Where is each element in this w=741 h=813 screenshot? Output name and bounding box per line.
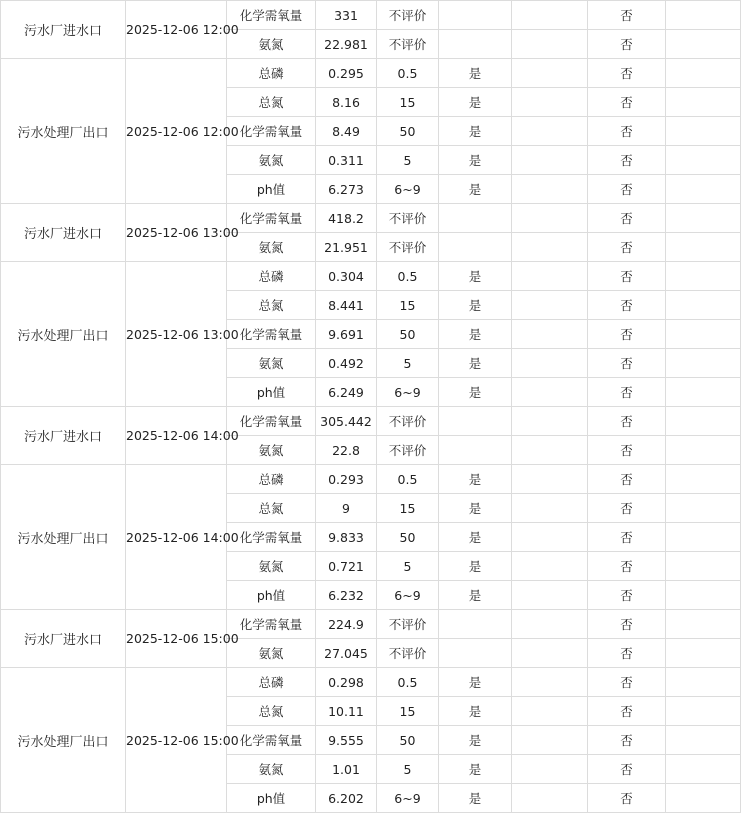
exceed-cell: 否 bbox=[588, 1, 666, 30]
indicator-cell: ph值 bbox=[227, 175, 316, 204]
compliant-cell: 是 bbox=[439, 552, 512, 581]
empty-cell bbox=[512, 378, 588, 407]
empty-cell bbox=[512, 436, 588, 465]
indicator-cell: 化学需氧量 bbox=[227, 320, 316, 349]
compliant-cell: 是 bbox=[439, 581, 512, 610]
compliant-cell: 是 bbox=[439, 59, 512, 88]
empty-cell bbox=[666, 494, 741, 523]
standard-cell: 0.5 bbox=[377, 59, 439, 88]
value-cell: 0.298 bbox=[316, 668, 377, 697]
location-cell: 污水处理厂出口 bbox=[1, 262, 126, 407]
compliant-cell bbox=[439, 610, 512, 639]
location-cell: 污水厂进水口 bbox=[1, 1, 126, 59]
empty-cell bbox=[666, 581, 741, 610]
empty-cell bbox=[666, 59, 741, 88]
empty-cell bbox=[666, 1, 741, 30]
empty-cell bbox=[666, 146, 741, 175]
empty-cell bbox=[512, 755, 588, 784]
standard-cell: 15 bbox=[377, 697, 439, 726]
empty-cell bbox=[666, 378, 741, 407]
standard-cell: 5 bbox=[377, 349, 439, 378]
value-cell: 0.304 bbox=[316, 262, 377, 291]
indicator-cell: 化学需氧量 bbox=[227, 407, 316, 436]
exceed-cell: 否 bbox=[588, 436, 666, 465]
empty-cell bbox=[512, 668, 588, 697]
standard-cell: 5 bbox=[377, 552, 439, 581]
empty-cell bbox=[666, 30, 741, 59]
exceed-cell: 否 bbox=[588, 204, 666, 233]
exceed-cell: 否 bbox=[588, 175, 666, 204]
value-cell: 1.01 bbox=[316, 755, 377, 784]
compliant-cell bbox=[439, 436, 512, 465]
compliant-cell bbox=[439, 407, 512, 436]
value-cell: 0.721 bbox=[316, 552, 377, 581]
table-row bbox=[1, 1, 741, 30]
compliant-cell: 是 bbox=[439, 494, 512, 523]
exceed-cell: 否 bbox=[588, 59, 666, 88]
value-cell: 331 bbox=[316, 1, 377, 30]
compliant-cell: 是 bbox=[439, 465, 512, 494]
compliant-cell bbox=[439, 233, 512, 262]
compliant-cell: 是 bbox=[439, 784, 512, 813]
empty-cell bbox=[666, 639, 741, 668]
exceed-cell: 否 bbox=[588, 117, 666, 146]
empty-cell bbox=[666, 697, 741, 726]
value-cell: 0.492 bbox=[316, 349, 377, 378]
standard-cell: 50 bbox=[377, 523, 439, 552]
empty-cell bbox=[666, 465, 741, 494]
compliant-cell bbox=[439, 639, 512, 668]
empty-cell bbox=[512, 784, 588, 813]
time-cell: 2025-12-06 12:00 bbox=[126, 59, 227, 204]
empty-cell bbox=[512, 1, 588, 30]
value-cell: 9 bbox=[316, 494, 377, 523]
table-row bbox=[1, 407, 741, 436]
indicator-cell: 总磷 bbox=[227, 59, 316, 88]
standard-cell: 0.5 bbox=[377, 668, 439, 697]
compliant-cell bbox=[439, 204, 512, 233]
value-cell: 8.49 bbox=[316, 117, 377, 146]
empty-cell bbox=[666, 552, 741, 581]
standard-cell: 6~9 bbox=[377, 175, 439, 204]
value-cell: 9.555 bbox=[316, 726, 377, 755]
standard-cell: 0.5 bbox=[377, 465, 439, 494]
indicator-cell: 总磷 bbox=[227, 465, 316, 494]
value-cell: 9.691 bbox=[316, 320, 377, 349]
time-cell: 2025-12-06 12:00 bbox=[126, 1, 227, 59]
empty-cell bbox=[666, 407, 741, 436]
indicator-cell: 总磷 bbox=[227, 262, 316, 291]
exceed-cell: 否 bbox=[588, 784, 666, 813]
compliant-cell bbox=[439, 30, 512, 59]
indicator-cell: 总磷 bbox=[227, 668, 316, 697]
standard-cell: 50 bbox=[377, 117, 439, 146]
time-cell: 2025-12-06 13:00 bbox=[126, 204, 227, 262]
exceed-cell: 否 bbox=[588, 581, 666, 610]
value-cell: 9.833 bbox=[316, 523, 377, 552]
empty-cell bbox=[512, 349, 588, 378]
exceed-cell: 否 bbox=[588, 378, 666, 407]
exceed-cell: 否 bbox=[588, 668, 666, 697]
standard-cell: 不评价 bbox=[377, 30, 439, 59]
indicator-cell: 氨氮 bbox=[227, 146, 316, 175]
empty-cell bbox=[666, 610, 741, 639]
table-row bbox=[1, 204, 741, 233]
exceed-cell: 否 bbox=[588, 88, 666, 117]
value-cell: 0.311 bbox=[316, 146, 377, 175]
indicator-cell: 化学需氧量 bbox=[227, 726, 316, 755]
standard-cell: 6~9 bbox=[377, 378, 439, 407]
empty-cell bbox=[512, 639, 588, 668]
indicator-cell: 总氮 bbox=[227, 291, 316, 320]
value-cell: 224.9 bbox=[316, 610, 377, 639]
location-cell: 污水处理厂出口 bbox=[1, 465, 126, 610]
exceed-cell: 否 bbox=[588, 291, 666, 320]
table-row bbox=[1, 59, 741, 88]
empty-cell bbox=[666, 233, 741, 262]
value-cell: 10.11 bbox=[316, 697, 377, 726]
exceed-cell: 否 bbox=[588, 639, 666, 668]
empty-cell bbox=[666, 291, 741, 320]
exceed-cell: 否 bbox=[588, 407, 666, 436]
location-cell: 污水处理厂出口 bbox=[1, 59, 126, 204]
value-cell: 6.232 bbox=[316, 581, 377, 610]
exceed-cell: 否 bbox=[588, 726, 666, 755]
compliant-cell: 是 bbox=[439, 726, 512, 755]
standard-cell: 不评价 bbox=[377, 233, 439, 262]
exceed-cell: 否 bbox=[588, 30, 666, 59]
empty-cell bbox=[512, 30, 588, 59]
compliant-cell: 是 bbox=[439, 349, 512, 378]
time-cell: 2025-12-06 15:00 bbox=[126, 610, 227, 668]
location-cell: 污水厂进水口 bbox=[1, 204, 126, 262]
value-cell: 6.273 bbox=[316, 175, 377, 204]
empty-cell bbox=[666, 668, 741, 697]
exceed-cell: 否 bbox=[588, 494, 666, 523]
value-cell: 27.045 bbox=[316, 639, 377, 668]
value-cell: 22.981 bbox=[316, 30, 377, 59]
empty-cell bbox=[666, 784, 741, 813]
exceed-cell: 否 bbox=[588, 465, 666, 494]
time-cell: 2025-12-06 14:00 bbox=[126, 465, 227, 610]
empty-cell bbox=[666, 436, 741, 465]
indicator-cell: ph值 bbox=[227, 378, 316, 407]
indicator-cell: 氨氮 bbox=[227, 233, 316, 262]
compliant-cell: 是 bbox=[439, 523, 512, 552]
empty-cell bbox=[512, 146, 588, 175]
empty-cell bbox=[666, 726, 741, 755]
empty-cell bbox=[666, 117, 741, 146]
table-row bbox=[1, 262, 741, 291]
table-row bbox=[1, 610, 741, 639]
standard-cell: 6~9 bbox=[377, 581, 439, 610]
indicator-cell: 总氮 bbox=[227, 697, 316, 726]
location-cell: 污水处理厂出口 bbox=[1, 668, 126, 813]
standard-cell: 不评价 bbox=[377, 407, 439, 436]
compliant-cell: 是 bbox=[439, 146, 512, 175]
empty-cell bbox=[512, 610, 588, 639]
empty-cell bbox=[666, 320, 741, 349]
location-cell: 污水厂进水口 bbox=[1, 610, 126, 668]
indicator-cell: 化学需氧量 bbox=[227, 204, 316, 233]
indicator-cell: 化学需氧量 bbox=[227, 523, 316, 552]
standard-cell: 不评价 bbox=[377, 436, 439, 465]
compliant-cell: 是 bbox=[439, 320, 512, 349]
standard-cell: 不评价 bbox=[377, 1, 439, 30]
value-cell: 21.951 bbox=[316, 233, 377, 262]
exceed-cell: 否 bbox=[588, 697, 666, 726]
value-cell: 8.16 bbox=[316, 88, 377, 117]
value-cell: 418.2 bbox=[316, 204, 377, 233]
location-cell: 污水厂进水口 bbox=[1, 407, 126, 465]
empty-cell bbox=[512, 523, 588, 552]
value-cell: 6.249 bbox=[316, 378, 377, 407]
indicator-cell: ph值 bbox=[227, 784, 316, 813]
empty-cell bbox=[512, 59, 588, 88]
indicator-cell: 氨氮 bbox=[227, 349, 316, 378]
table-row bbox=[1, 465, 741, 494]
standard-cell: 6~9 bbox=[377, 784, 439, 813]
empty-cell bbox=[512, 465, 588, 494]
indicator-cell: 化学需氧量 bbox=[227, 117, 316, 146]
indicator-cell: 氨氮 bbox=[227, 639, 316, 668]
exceed-cell: 否 bbox=[588, 523, 666, 552]
indicator-cell: 化学需氧量 bbox=[227, 1, 316, 30]
standard-cell: 5 bbox=[377, 146, 439, 175]
indicator-cell: ph值 bbox=[227, 581, 316, 610]
indicator-cell: 氨氮 bbox=[227, 755, 316, 784]
empty-cell bbox=[512, 262, 588, 291]
indicator-cell: 氨氮 bbox=[227, 30, 316, 59]
compliant-cell bbox=[439, 1, 512, 30]
compliant-cell: 是 bbox=[439, 117, 512, 146]
time-cell: 2025-12-06 15:00 bbox=[126, 668, 227, 813]
value-cell: 8.441 bbox=[316, 291, 377, 320]
exceed-cell: 否 bbox=[588, 755, 666, 784]
standard-cell: 不评价 bbox=[377, 204, 439, 233]
empty-cell bbox=[666, 349, 741, 378]
compliant-cell: 是 bbox=[439, 262, 512, 291]
value-cell: 305.442 bbox=[316, 407, 377, 436]
standard-cell: 不评价 bbox=[377, 639, 439, 668]
exceed-cell: 否 bbox=[588, 233, 666, 262]
empty-cell bbox=[512, 726, 588, 755]
exceed-cell: 否 bbox=[588, 349, 666, 378]
empty-cell bbox=[666, 523, 741, 552]
standard-cell: 50 bbox=[377, 320, 439, 349]
compliant-cell: 是 bbox=[439, 378, 512, 407]
compliant-cell: 是 bbox=[439, 88, 512, 117]
indicator-cell: 氨氮 bbox=[227, 436, 316, 465]
empty-cell bbox=[666, 88, 741, 117]
table-body bbox=[1, 1, 741, 813]
compliant-cell: 是 bbox=[439, 175, 512, 204]
exceed-cell: 否 bbox=[588, 146, 666, 175]
time-cell: 2025-12-06 14:00 bbox=[126, 407, 227, 465]
value-cell: 0.295 bbox=[316, 59, 377, 88]
value-cell: 0.293 bbox=[316, 465, 377, 494]
exceed-cell: 否 bbox=[588, 320, 666, 349]
empty-cell bbox=[666, 262, 741, 291]
value-cell: 22.8 bbox=[316, 436, 377, 465]
empty-cell bbox=[512, 494, 588, 523]
exceed-cell: 否 bbox=[588, 552, 666, 581]
indicator-cell: 氨氮 bbox=[227, 552, 316, 581]
empty-cell bbox=[512, 88, 588, 117]
empty-cell bbox=[512, 697, 588, 726]
exceed-cell: 否 bbox=[588, 262, 666, 291]
empty-cell bbox=[666, 204, 741, 233]
compliant-cell: 是 bbox=[439, 291, 512, 320]
indicator-cell: 总氮 bbox=[227, 494, 316, 523]
empty-cell bbox=[512, 291, 588, 320]
empty-cell bbox=[512, 320, 588, 349]
empty-cell bbox=[666, 755, 741, 784]
value-cell: 6.202 bbox=[316, 784, 377, 813]
standard-cell: 15 bbox=[377, 494, 439, 523]
empty-cell bbox=[512, 581, 588, 610]
standard-cell: 不评价 bbox=[377, 610, 439, 639]
standard-cell: 5 bbox=[377, 755, 439, 784]
standard-cell: 15 bbox=[377, 88, 439, 117]
empty-cell bbox=[512, 175, 588, 204]
empty-cell bbox=[512, 552, 588, 581]
indicator-cell: 化学需氧量 bbox=[227, 610, 316, 639]
compliant-cell: 是 bbox=[439, 668, 512, 697]
time-cell: 2025-12-06 13:00 bbox=[126, 262, 227, 407]
empty-cell bbox=[512, 407, 588, 436]
empty-cell bbox=[512, 233, 588, 262]
compliant-cell: 是 bbox=[439, 755, 512, 784]
compliant-cell: 是 bbox=[439, 697, 512, 726]
empty-cell bbox=[666, 175, 741, 204]
exceed-cell: 否 bbox=[588, 610, 666, 639]
empty-cell bbox=[512, 204, 588, 233]
standard-cell: 50 bbox=[377, 726, 439, 755]
indicator-cell: 总氮 bbox=[227, 88, 316, 117]
empty-cell bbox=[512, 117, 588, 146]
standard-cell: 0.5 bbox=[377, 262, 439, 291]
standard-cell: 15 bbox=[377, 291, 439, 320]
table-row bbox=[1, 668, 741, 697]
